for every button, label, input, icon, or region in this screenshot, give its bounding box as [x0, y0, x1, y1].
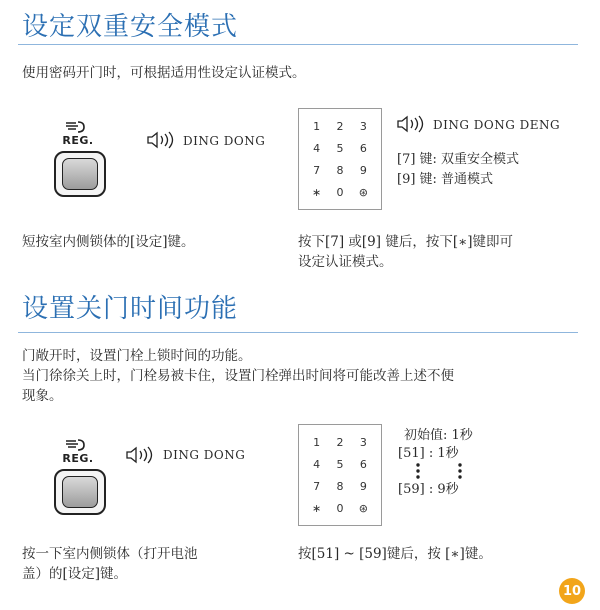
sound-text-ding-dong: DING DONG	[163, 448, 246, 462]
register-button-illustration	[54, 120, 114, 200]
speaker-sound-icon	[125, 446, 159, 464]
keypad-key: 1	[313, 435, 321, 449]
keypad-key: 8	[336, 479, 344, 493]
keypad-key: 4	[313, 141, 321, 155]
value-59-text: [59] : 9秒	[398, 482, 459, 497]
keypad-key: 0	[336, 501, 344, 515]
reg-label: REG.	[62, 134, 94, 147]
register-button-icon	[54, 151, 106, 197]
keypad-key: 3	[359, 435, 367, 449]
keypad-key: 7	[313, 163, 321, 177]
speaker-sound-icon	[146, 131, 180, 149]
sound-text-ding-dong: DING DONG	[183, 134, 266, 148]
section1-caption-right-line1: 按下[7] 或[9] 键后，按下[∗]键即可	[298, 234, 514, 250]
keypad-key: 4	[313, 457, 321, 471]
vertical-ellipsis-icon	[414, 461, 464, 481]
keypad-key-lock: ⊛	[358, 501, 368, 515]
keypad	[298, 108, 382, 210]
page-number-badge: 10	[559, 578, 585, 604]
keypad-key: 6	[359, 141, 367, 155]
value-51-text: [51] : 1秒	[398, 446, 459, 461]
keypad-key: 2	[336, 435, 344, 449]
keypad	[298, 424, 382, 526]
keypad-key: 2	[336, 119, 344, 133]
default-value-text: 初始值: 1秒	[404, 428, 473, 443]
section1-caption-right-line2: 设定认证模式。	[298, 254, 393, 270]
keypad-key: 6	[359, 457, 367, 471]
keypad-key: 5	[336, 457, 344, 471]
section2-title: 设置关门时间功能	[22, 294, 239, 324]
section2-paragraph-line3: 现象。	[22, 388, 63, 404]
section2-title-rule	[18, 332, 578, 333]
reg-label: REG.	[62, 452, 94, 465]
keypad-grid	[299, 425, 381, 525]
register-button-face	[62, 158, 98, 190]
keypad-key: 3	[359, 119, 367, 133]
section1-intro: 使用密码开门时，可根据适用性设定认证模式。	[22, 65, 306, 81]
register-button-illustration	[54, 438, 114, 518]
register-button-face	[62, 476, 98, 508]
keypad-key: 7	[313, 479, 321, 493]
section2-paragraph-line1: 门敞开时，设置门栓上锁时间的功能。	[22, 348, 252, 364]
keypad-key: 5	[336, 141, 344, 155]
keypad-key: 9	[359, 163, 367, 177]
option-normal-mode: [9] 键: 普通模式	[397, 172, 494, 187]
section2-caption-left-line2: 盖）的[设定]键。	[22, 566, 128, 582]
keypad-key: 1	[313, 119, 321, 133]
keypad-key-star: ∗	[312, 185, 322, 199]
speaker-sound-icon	[396, 115, 430, 133]
keypad-key: 8	[336, 163, 344, 177]
register-hand-icon	[64, 120, 90, 134]
section1-title-rule	[18, 44, 578, 45]
sound-text-ding-dong-deng: DING DONG DENG	[433, 118, 561, 132]
section2-caption-left-line1: 按一下室内侧锁体（打开电池	[22, 546, 198, 562]
section2-caption-right: 按[51] ~ [59]键后，按 [∗]键。	[298, 546, 492, 562]
register-hand-icon	[64, 438, 90, 452]
section2-paragraph-line2: 当门徐徐关上时，门栓易被卡住，设置门栓弹出时间将可能改善上述不便	[22, 368, 454, 384]
keypad-key-lock: ⊛	[358, 185, 368, 199]
keypad-key: 0	[336, 185, 344, 199]
keypad-key-star: ∗	[312, 501, 322, 515]
register-button-icon	[54, 469, 106, 515]
keypad-key: 9	[359, 479, 367, 493]
section1-caption-left: 短按室内侧锁体的[设定]键。	[22, 234, 195, 250]
section1-title: 设定双重安全模式	[22, 12, 239, 42]
keypad-grid	[299, 109, 381, 209]
option-dual-security: [7] 键: 双重安全模式	[397, 152, 520, 167]
